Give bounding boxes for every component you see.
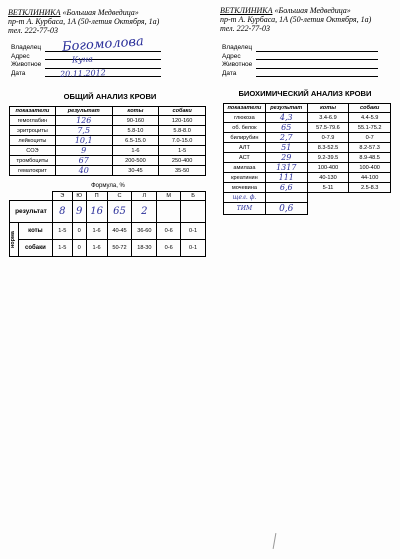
norma-label: норма bbox=[10, 230, 16, 249]
result-value bbox=[265, 193, 307, 203]
result-value: 10,1 bbox=[55, 136, 112, 146]
norm-dogs: 8.2-57.3 bbox=[349, 143, 391, 153]
table-row bbox=[224, 123, 391, 133]
biochem-table bbox=[223, 103, 391, 215]
result-s: 65 bbox=[107, 201, 132, 223]
address-label: Адрес bbox=[11, 52, 30, 60]
norm-value: 40-45 bbox=[107, 223, 132, 240]
norm-value: 18-30 bbox=[132, 240, 157, 257]
table-row bbox=[224, 133, 391, 143]
result-value: 65 bbox=[265, 123, 307, 133]
indicator-name: амилаза bbox=[224, 163, 266, 173]
table-row bbox=[10, 136, 206, 146]
table-row bbox=[224, 163, 391, 173]
table-row bbox=[10, 146, 206, 156]
indicator-name: глюкоза bbox=[224, 113, 266, 123]
clinic-name: ВЕТКЛИНИКА bbox=[220, 6, 273, 15]
table-row bbox=[224, 173, 391, 183]
norm-cats bbox=[307, 193, 349, 203]
right-clinic-header bbox=[220, 6, 371, 33]
col-header-result: результат bbox=[55, 107, 112, 116]
result-l: 2 bbox=[132, 201, 157, 223]
indicator-name: гемоглабин bbox=[10, 116, 56, 126]
formula-table bbox=[9, 191, 206, 257]
indicator-name: гематокрит bbox=[10, 166, 56, 176]
norm-cats: 57.5-79.6 bbox=[307, 123, 349, 133]
indicator-name: АЛТ bbox=[224, 143, 266, 153]
formula-header-m: М bbox=[157, 192, 181, 201]
cbc-table bbox=[9, 106, 206, 176]
norm-dogs: 44-100 bbox=[349, 173, 391, 183]
left-clinic-header bbox=[8, 8, 159, 35]
result-value: 40 bbox=[55, 166, 112, 176]
norm-dogs bbox=[349, 193, 391, 203]
indicator-name: АСТ bbox=[224, 153, 266, 163]
formula-header-b: Б bbox=[181, 192, 206, 201]
norm-cats: 8.3-52.5 bbox=[307, 143, 349, 153]
result-row-label: результат bbox=[10, 201, 53, 223]
result-yu: 9 bbox=[72, 201, 86, 223]
table-row bbox=[224, 153, 391, 163]
formula-result-row bbox=[10, 201, 206, 223]
col-header-indicator: показатели bbox=[10, 107, 56, 116]
clinic-address: пр-т А. Курбаса, 1А (50-летия Октября, 1а) bbox=[220, 15, 372, 24]
result-value: 67 bbox=[55, 156, 112, 166]
table-row bbox=[10, 116, 206, 126]
norm-dogs: 35-50 bbox=[159, 166, 206, 176]
col-header-result: результат bbox=[265, 104, 307, 113]
indicator-name: лейкоциты bbox=[10, 136, 56, 146]
norm-label-dogs: собаки bbox=[18, 240, 52, 257]
norm-dogs: 55.1-75.2 bbox=[349, 123, 391, 133]
table-row bbox=[224, 183, 391, 193]
norm-cats: 9.2-39.5 bbox=[307, 153, 349, 163]
result-e: 8 bbox=[52, 201, 72, 223]
formula-title: Формула, % bbox=[91, 183, 125, 189]
right-owner-block bbox=[222, 44, 382, 78]
norm-dogs: 2.5-8.3 bbox=[349, 183, 391, 193]
result-value: 2,7 bbox=[265, 133, 307, 143]
norm-dogs: 250-400 bbox=[159, 156, 206, 166]
owner-label: Владелец bbox=[222, 44, 253, 51]
col-header-cats: коты bbox=[307, 104, 349, 113]
indicator-name: щел. ф. bbox=[224, 193, 266, 203]
result-value: 51 bbox=[265, 143, 307, 153]
formula-header-e: Э bbox=[52, 192, 72, 201]
result-p: 16 bbox=[86, 201, 107, 223]
norm-value: 1-6 bbox=[86, 240, 107, 257]
handwritten-animal: Куна bbox=[71, 54, 94, 65]
norm-value: 0 bbox=[72, 223, 86, 240]
formula-header-l: Л bbox=[132, 192, 157, 201]
result-value: 111 bbox=[265, 173, 307, 183]
clinic-address: пр-т А. Курбаса, 1А (50-летия Октября, 1а) bbox=[8, 17, 160, 26]
date-label: Дата bbox=[11, 69, 26, 77]
indicator-name: креатинин bbox=[224, 173, 266, 183]
norm-dogs bbox=[349, 203, 391, 215]
clinic-phone: тел. 222-77-03 bbox=[8, 26, 58, 35]
norm-cats: 5.8-10 bbox=[112, 126, 159, 136]
norm-dogs: 1-5 bbox=[159, 146, 206, 156]
handwritten-date: 20.11.2012 bbox=[59, 68, 106, 79]
result-value: 0,6 bbox=[265, 203, 307, 215]
norm-cats: 90-160 bbox=[112, 116, 159, 126]
norm-value: 36-60 bbox=[132, 223, 157, 240]
clinic-name: ВЕТКЛИНИКА bbox=[8, 8, 61, 17]
animal-label: Животное bbox=[222, 61, 253, 69]
indicator-name: билирубин bbox=[224, 133, 266, 143]
table-row bbox=[10, 166, 206, 176]
indicator-name: мочевина bbox=[224, 183, 266, 193]
result-value: 1317 bbox=[265, 163, 307, 173]
result-value: 9 bbox=[55, 146, 112, 156]
indicator-name: эритроциты bbox=[10, 126, 56, 136]
norm-value: 0-6 bbox=[157, 223, 181, 240]
norm-value: 50-72 bbox=[107, 240, 132, 257]
norm-dogs: 120-160 bbox=[159, 116, 206, 126]
norm-cats: 200-500 bbox=[112, 156, 159, 166]
handwritten-owner: Богомолова bbox=[61, 34, 145, 55]
formula-header-yu: Ю bbox=[72, 192, 86, 201]
norm-value: 0-1 bbox=[181, 223, 206, 240]
col-header-cats: коты bbox=[112, 107, 159, 116]
clinic-phone: тел. 222-77-03 bbox=[220, 24, 270, 33]
norm-value: 1-5 bbox=[52, 240, 72, 257]
norm-cats-row bbox=[10, 223, 206, 240]
norm-cats: 0-7.9 bbox=[307, 133, 349, 143]
formula-header-p: П bbox=[86, 192, 107, 201]
norm-dogs: 4.4-5.9 bbox=[349, 113, 391, 123]
table-row bbox=[224, 143, 391, 153]
norm-dogs: 5.8-8.0 bbox=[159, 126, 206, 136]
col-header-indicator: показатели bbox=[224, 104, 266, 113]
result-value: 4,3 bbox=[265, 113, 307, 123]
clinic-brand: «Большая Медведица» bbox=[274, 6, 351, 15]
norm-cats: 30-45 bbox=[112, 166, 159, 176]
norm-dogs: 100-400 bbox=[349, 163, 391, 173]
indicator-name: СОЭ bbox=[10, 146, 56, 156]
norm-cats bbox=[307, 203, 349, 215]
norm-cats: 5-11 bbox=[307, 183, 349, 193]
col-header-dogs: собаки bbox=[159, 107, 206, 116]
date-label: Дата bbox=[222, 69, 237, 77]
table-row bbox=[224, 203, 391, 215]
owner-label: Владелец bbox=[11, 44, 42, 51]
norm-value: 0-6 bbox=[157, 240, 181, 257]
result-value: 29 bbox=[265, 153, 307, 163]
norm-cats: 6.5-15.0 bbox=[112, 136, 159, 146]
result-value: 126 bbox=[55, 116, 112, 126]
norm-label-cats: коты bbox=[18, 223, 52, 240]
cbc-title: ОБЩИЙ АНАЛИЗ КРОВИ bbox=[63, 92, 157, 101]
address-label: Адрес bbox=[222, 52, 241, 60]
norm-cats: 3.4-6.9 bbox=[307, 113, 349, 123]
table-row bbox=[224, 113, 391, 123]
norm-cats: 1-6 bbox=[112, 146, 159, 156]
pen-mark bbox=[273, 533, 277, 549]
col-header-dogs: собаки bbox=[349, 104, 391, 113]
animal-label: Животное bbox=[11, 61, 42, 69]
biochem-title: БИОХИМИЧЕСКИЙ АНАЛИЗ КРОВИ bbox=[238, 89, 372, 98]
result-m bbox=[157, 201, 181, 223]
norm-value: 0-1 bbox=[181, 240, 206, 257]
indicator-name: ТИМ bbox=[224, 203, 266, 215]
table-row bbox=[224, 193, 391, 203]
indicator-name: об. белок bbox=[224, 123, 266, 133]
table-row bbox=[10, 126, 206, 136]
norm-dogs-row bbox=[10, 240, 206, 257]
norm-value: 1-6 bbox=[86, 223, 107, 240]
formula-header-s: С bbox=[107, 192, 132, 201]
norm-dogs: 7.0-15.0 bbox=[159, 136, 206, 146]
norm-value: 1-5 bbox=[52, 223, 72, 240]
clinic-brand: «Большая Медведица» bbox=[62, 8, 139, 17]
result-b bbox=[181, 201, 206, 223]
norm-cats: 100-400 bbox=[307, 163, 349, 173]
norm-dogs: 8.9-48.5 bbox=[349, 153, 391, 163]
norm-dogs: 0-7 bbox=[349, 133, 391, 143]
result-value: 6,6 bbox=[265, 183, 307, 193]
indicator-name: тромбоциты bbox=[10, 156, 56, 166]
norm-cats: 40-130 bbox=[307, 173, 349, 183]
norm-value: 0 bbox=[72, 240, 86, 257]
table-row bbox=[10, 156, 206, 166]
result-value: 7,5 bbox=[55, 126, 112, 136]
